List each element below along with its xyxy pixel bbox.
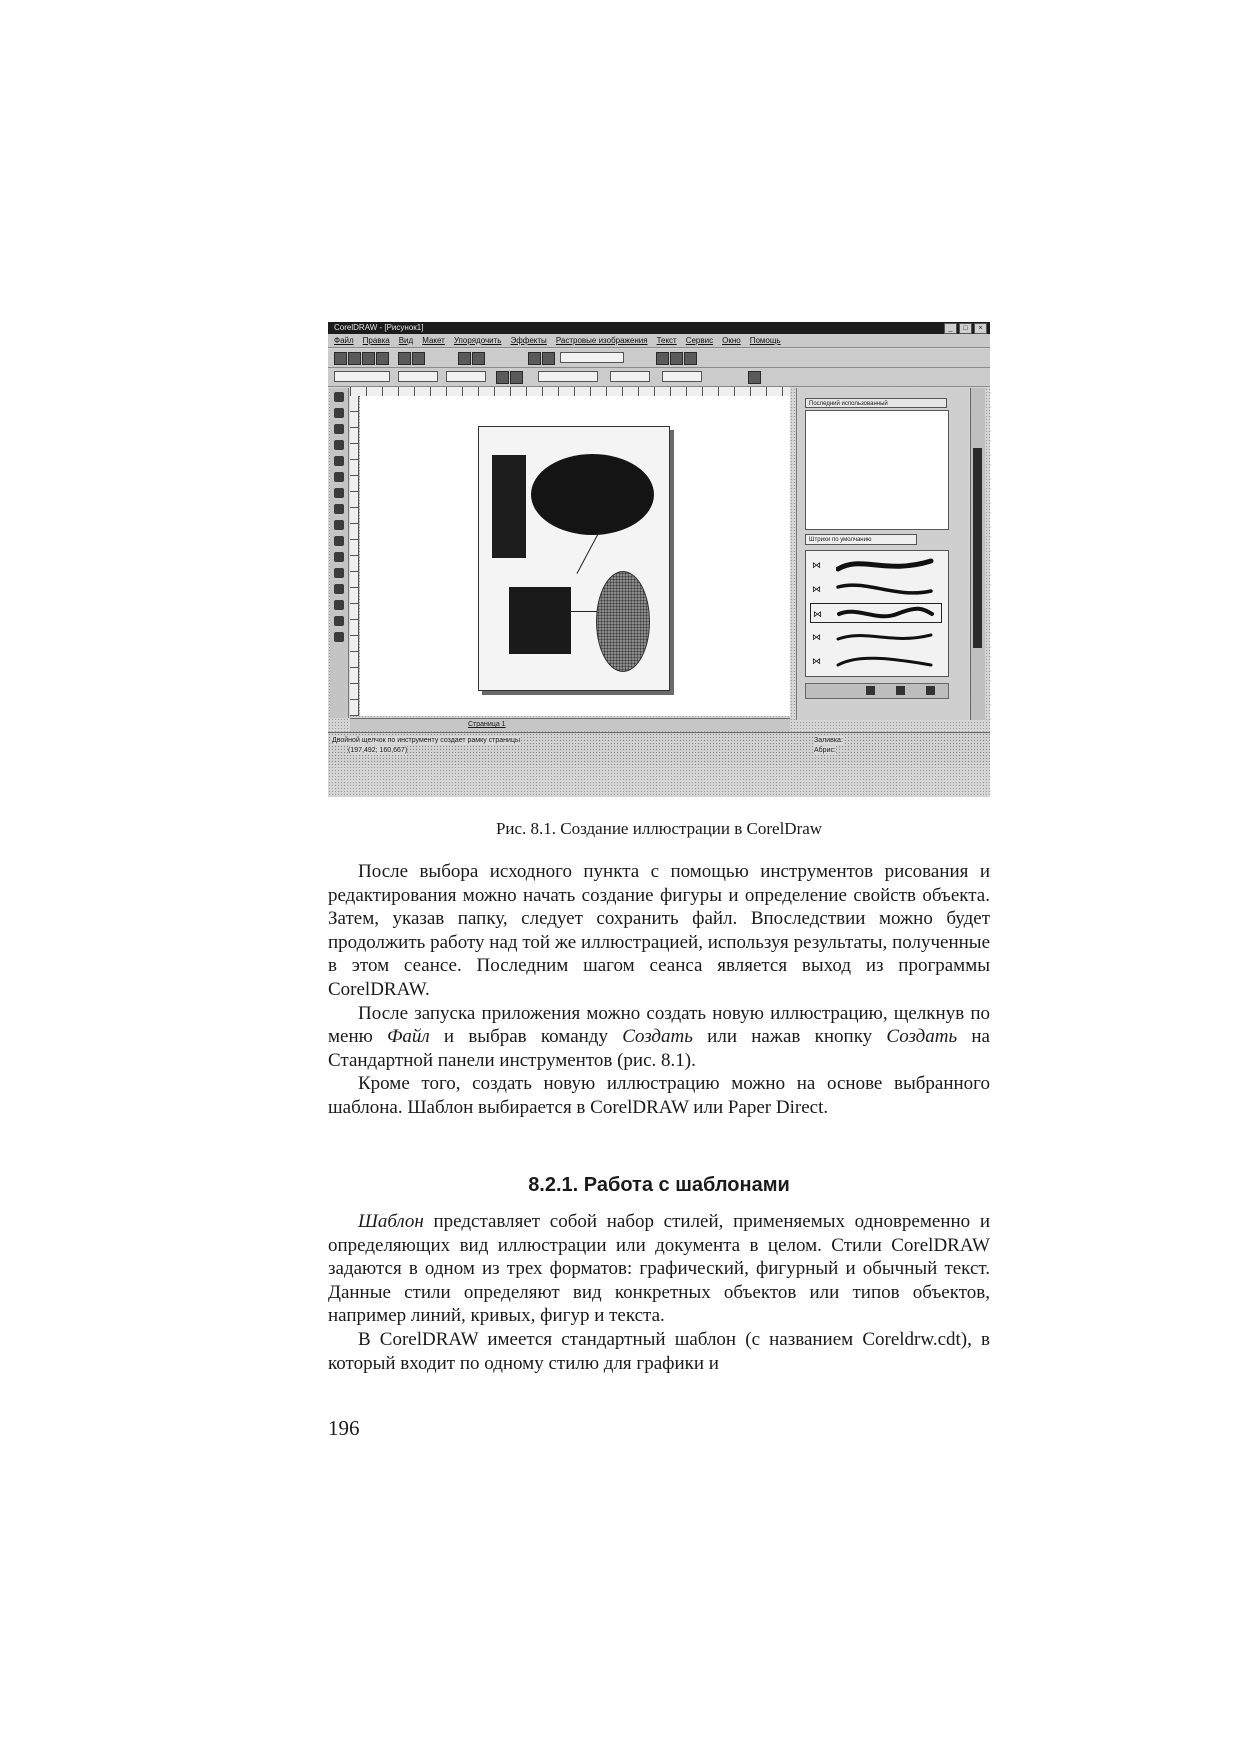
landscape-icon (510, 371, 523, 384)
page-tab: Страница 1 (468, 721, 506, 728)
pick-tool-icon (334, 392, 344, 402)
outline-tool-icon (334, 600, 344, 610)
units-combo (538, 371, 598, 382)
stroke-sample (836, 557, 936, 573)
interactive-blend-tool-icon (334, 568, 344, 578)
minimize-icon: _ (944, 323, 957, 334)
connector-line-horizontal (571, 611, 598, 612)
menu-text: Текст (656, 336, 677, 345)
menu-window: Окно (722, 336, 741, 345)
paper-height-field (446, 371, 486, 382)
nudge-field (610, 371, 650, 382)
polygon-tool-icon (334, 520, 344, 530)
black-rectangle-tall (492, 455, 526, 558)
menu-bar (328, 334, 990, 348)
shape-tool-icon (334, 408, 344, 418)
drawing-canvas (360, 396, 790, 716)
stroke-category-combo: Штрихи по умолчанию (805, 534, 917, 545)
stroke-item (810, 651, 942, 671)
save-stroke-icon (896, 686, 905, 695)
stroke-preview (805, 410, 949, 530)
eyedropper-tool-icon (334, 584, 344, 594)
stroke-sample (836, 581, 936, 597)
outline-indicator: Абрис: (814, 747, 836, 754)
options-icon (684, 352, 697, 365)
smart-drawing-tool-icon (334, 472, 344, 482)
text-tool-icon (334, 552, 344, 562)
body-text-section (328, 1210, 990, 1375)
open-file-icon (348, 352, 361, 365)
menu-arrange: Упорядочить (453, 336, 502, 345)
paragraph-3: Кроме того, создать новую иллюстрацию можно на основе выбранного шаблона. Шаблон выбирается в CorelDRAW или Paper Direct. (328, 1073, 990, 1118)
toolbox (330, 388, 349, 718)
fill-tool-icon (334, 616, 344, 626)
paragraph-2: После запуска приложения можно создать новую иллюстрацию, щелкнув по меню Файл и выбрав команду Создать или нажав кнопку Создать на Стандартной панели инструментов (рис. 8.1). (328, 1002, 990, 1071)
stroke-item-selected (810, 603, 942, 623)
cursor-coordinates: (197,492; 160,667) (348, 747, 408, 754)
ellipse-tool-icon (334, 504, 344, 514)
stroke-sample (836, 653, 936, 669)
black-rectangle-square (509, 587, 571, 654)
snap-icon (748, 371, 761, 384)
black-ellipse (531, 454, 654, 535)
connector-line (576, 531, 599, 574)
figure-caption: Рис. 8.1. Создание иллюстрации в CorelDraw (495, 819, 823, 838)
delete-icon (926, 686, 935, 695)
close-icon: × (974, 323, 987, 334)
maximize-icon: □ (959, 323, 972, 334)
fill-indicator: Заливка: (814, 737, 843, 744)
window-titlebar (328, 322, 990, 334)
undo-icon (458, 352, 471, 365)
create-command-ref: Создать (622, 1026, 693, 1048)
paper-type-combo (334, 371, 390, 382)
stroke-item (810, 627, 942, 647)
print-icon (376, 352, 389, 365)
window-title: CorelDRAW - [Рисунок1] (334, 323, 424, 332)
term-template: Шаблон (358, 1211, 424, 1232)
menu-file-ref: Файл (387, 1026, 430, 1048)
stroke-sample (836, 629, 936, 645)
bowtie-icon: ⋈ (812, 632, 821, 642)
page-navigator (350, 718, 790, 731)
paragraph-5: В CorelDRAW имеется стандартный шаблон (с названием Coreldrw.cdt), в который входит по одному стилю для графики и (328, 1328, 990, 1374)
textured-ellipse (596, 571, 650, 672)
duplicate-distance-field (662, 371, 702, 382)
interactive-fill-tool-icon (334, 632, 344, 642)
docker-toolbar (805, 683, 949, 699)
basic-shapes-tool-icon (334, 536, 344, 546)
stroke-item (810, 555, 942, 575)
export-icon (542, 352, 555, 365)
bowtie-icon: ⋈ (812, 656, 821, 666)
application-launcher-icon (656, 352, 669, 365)
menu-bitmaps: Растровые изображения (555, 336, 648, 345)
docker-title: Последний использованный (805, 398, 947, 408)
color-palette (970, 388, 985, 720)
page-number: 196 (328, 1416, 360, 1440)
zoom-combo (560, 352, 624, 363)
stroke-list (805, 550, 949, 677)
status-bar (328, 732, 990, 765)
crop-tool-icon (334, 424, 344, 434)
paper-width-field (398, 371, 438, 382)
corel-online-icon (670, 352, 683, 365)
artistic-media-docker (796, 388, 969, 720)
menu-layout: Макет (422, 336, 445, 345)
standard-toolbar (328, 349, 990, 368)
menu-edit: Правка (362, 336, 390, 345)
new-file-icon (334, 352, 347, 365)
paragraph-4: Шаблон представляет собой набор стилей, применяемых одновременно и определяющих вид иллюстрации или документа в целом. Стили CorelDRAW задаются в одном из трех форматов: графический, фигурный и обычный текст. Данные стили определяют вид конкретных объектов или типов объектов, например линий, кривых, фигур и текста. (328, 1211, 990, 1327)
import-icon (528, 352, 541, 365)
stroke-sample (837, 606, 937, 622)
cut-icon (398, 352, 411, 365)
paragraph-1: После выбора исходного пункта с помощью инструментов рисования и редактирования можно начать создание фигуры и определение свойств объекта. Затем, указав папку, следует сохранить файл. Впоследствии можно будет продолжить работу над той же иллюстрацией, используя результаты, полученные в этом сеансе. Последним шагом сеанса является выход из программы CorelDRAW. (328, 861, 990, 1000)
menu-effects: Эффекты (510, 336, 547, 345)
rectangle-tool-icon (334, 488, 344, 498)
zoom-tool-icon (334, 440, 344, 450)
freehand-tool-icon (334, 456, 344, 466)
redo-icon (472, 352, 485, 365)
window-controls (944, 323, 987, 334)
bowtie-icon: ⋈ (812, 560, 821, 570)
menu-tools: Сервис (685, 336, 714, 345)
property-bar (328, 368, 990, 387)
coreldraw-screenshot (328, 322, 990, 797)
status-hint: Двойной щелчок по инструменту создает рамку страницы (332, 737, 520, 744)
portrait-icon (496, 371, 509, 384)
bowtie-icon: ⋈ (813, 609, 822, 619)
menu-file: Файл (334, 336, 354, 345)
create-button-ref: Создать (886, 1026, 958, 1048)
section-heading: 8.2.1. Работа с шаблонами (528, 1174, 790, 1196)
palette-swatches (973, 448, 982, 648)
vertical-ruler (350, 396, 359, 716)
copy-icon (412, 352, 425, 365)
bowtie-icon: ⋈ (812, 584, 821, 594)
apply-icon (866, 686, 875, 695)
save-icon (362, 352, 375, 365)
stroke-item (810, 579, 942, 599)
menu-help: Помощь (749, 336, 781, 345)
menu-view: Вид (398, 336, 414, 345)
document-page (478, 426, 670, 691)
body-text (328, 860, 990, 1120)
